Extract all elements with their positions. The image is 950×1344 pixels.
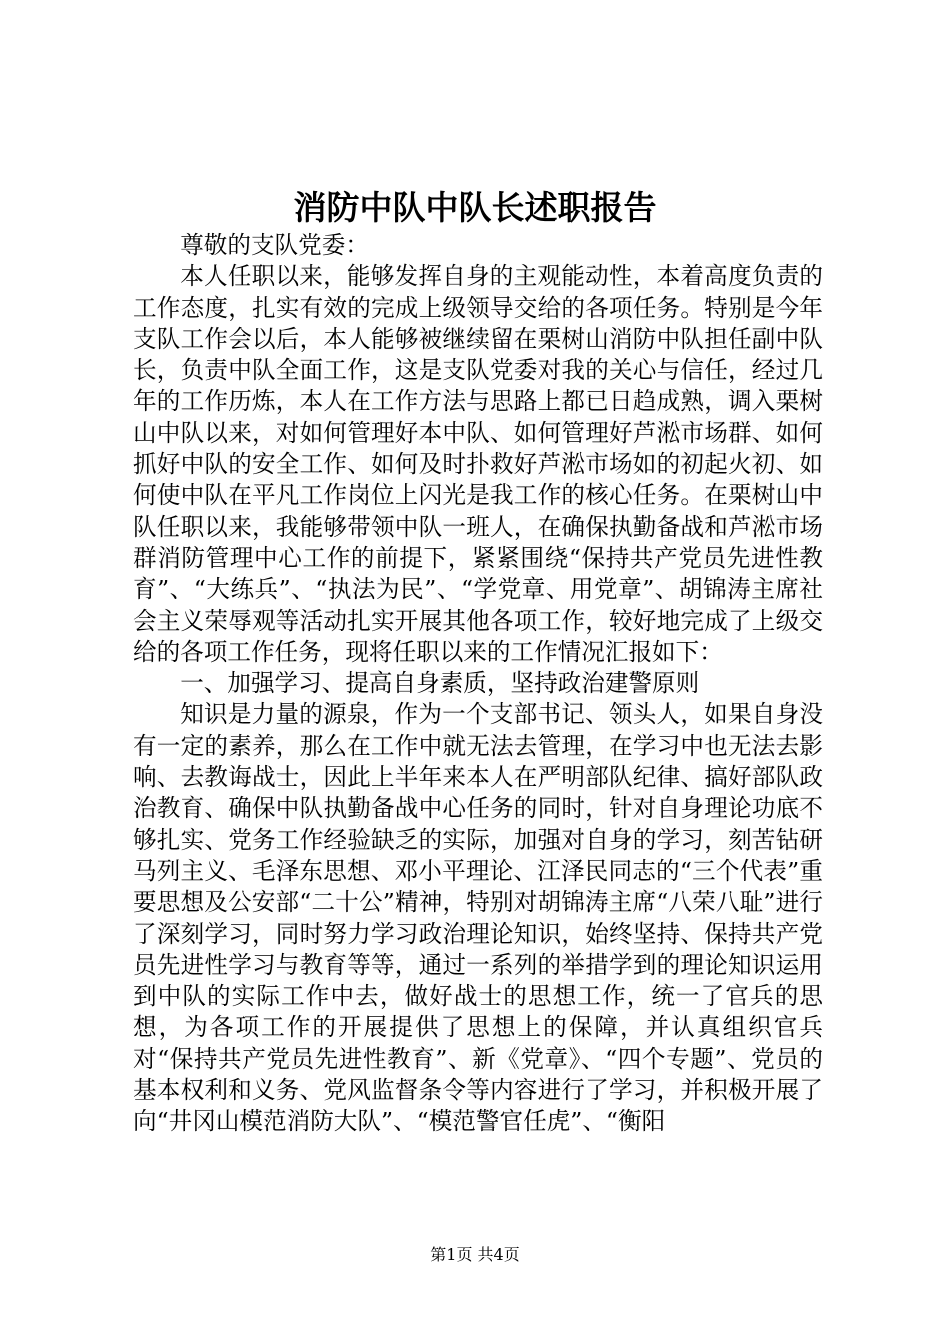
- body-paragraph: 本人任职以来，能够发挥自身的主观能动性，本着高度负责的工作态度，扎实有效的完成上级领导交给的各项任务。特别是今年支队工作会以后，本人能够被继续留在栗树山消防中队担任副中队长，负责中队全面工作，这是支队党委对我的关心与信任，经过几年的工作历炼，本人在工作方法与思路上都已日趋成熟，调入栗树山中队以来，对如何管理好本中队、如何管理好芦淞市场群、如何抓好中队的安全工作、如何及时扑救好芦淞市场如的初起火初、如何使中队在平凡工作岗位上闪光是我工作的核心任务。在栗树山中队任职以来，我能够带领中队一班人，在确保执勤备战和芦淞市场群消防管理中心工作的前提下，紧紧围绕“保持共产党员先进性教育”、“大练兵”、“执法为民”、“学党章、用党章”、胡锦涛主席社会主义荣辱观等活动扎实开展其他各项工作，较好地完成了上级交给的各项工作任务，现将任职以来的工作情况汇报如下：: [133, 262, 823, 666]
- salutation: 尊敬的支队党委：: [180, 231, 369, 259]
- page-footer: 第1页 共4页: [430, 1245, 520, 1264]
- body-paragraph: 知识是力量的源泉，作为一个支部书记、领头人，如果自身没有一定的素养，那么在工作中就无法去管理，在学习中也无法去影响、去教诲战士，因此上半年来本人在严明部队纪律、搞好部队政治教育、确保中队执勤备战中心任务的同时，针对自身理论功底不够扎实、党务工作经验缺乏的实际，加强对自身的学习，刻苦钻研马列主义、毛泽东思想、邓小平理论、江泽民同志的“三个代表”重要思想及公安部“二十公”精神，特别对胡锦涛主席“八荣八耻”进行了深刻学习，同时努力学习政治理论知识，始终坚持、保持共产党员先进性学习与教育等等，通过一系列的举措学到的理论知识运用到中队的实际工作中去，做好战士的思想工作，统一了官兵的思想，为各项工作的开展提供了思想上的保障，并认真组织官兵对“保持共产党员先进性教育”、新《党章》、“四个专题”、党员的基本权利和义务、党风监督条令等内容进行了学习，并积极开展了向“井冈山模范消防大队”、“模范警官任虎”、“衡阳: [133, 700, 823, 1136]
- section-heading: 一、加强学习、提高自身素质，坚持政治建警原则: [180, 669, 700, 698]
- document-body: [133, 230, 823, 1138]
- document-title: 消防中队中队长述职报告: [293, 188, 657, 227]
